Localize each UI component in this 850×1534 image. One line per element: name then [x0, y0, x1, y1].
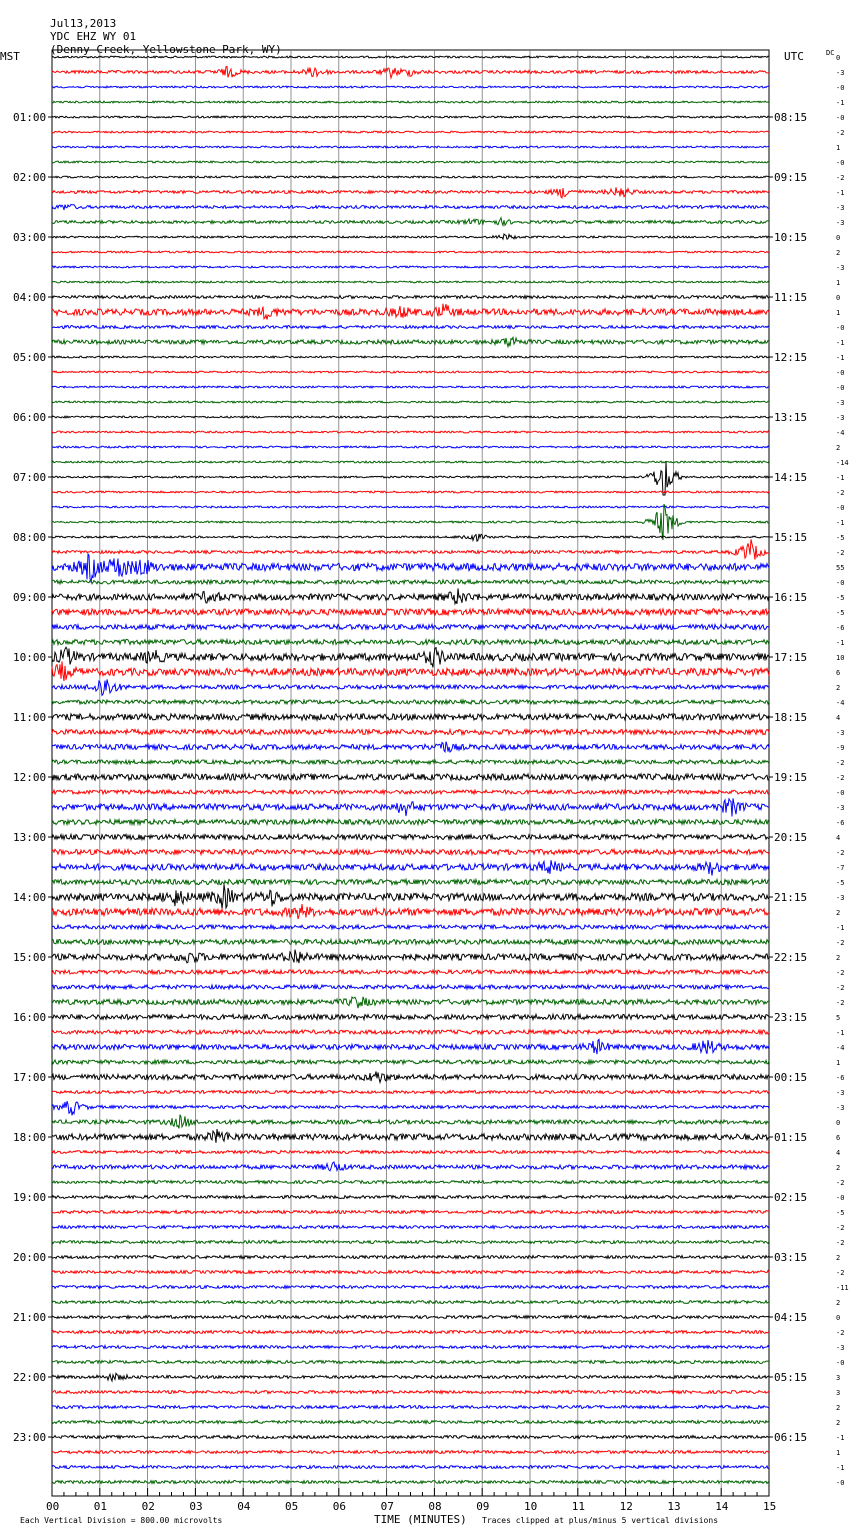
dc-offset-label: -2 — [836, 999, 845, 1007]
trace-row-33 — [52, 539, 769, 559]
dc-offset-label: -5 — [836, 609, 845, 617]
trace-row-38 — [52, 624, 769, 629]
mst-hour-label: 17:00 — [13, 1071, 47, 1084]
dc-offset-label: 10 — [836, 654, 845, 662]
trace-row-25 — [52, 431, 769, 433]
dc-offset-label: -4 — [836, 1044, 845, 1052]
trace-row-52 — [52, 834, 769, 839]
mst-hour-label: 05:00 — [13, 351, 47, 364]
mst-hour-label: 16:00 — [13, 1011, 47, 1024]
dc-offset-label: -2 — [836, 1239, 845, 1247]
utc-hour-label: 11:15 — [774, 291, 808, 304]
trace-row-67 — [52, 1060, 769, 1064]
dc-offset-label: -2 — [836, 1179, 845, 1187]
dc-offset-label: -2 — [836, 759, 845, 767]
trace-row-83 — [52, 1301, 769, 1304]
x-tick-label: 06 — [332, 1500, 347, 1513]
dc-offset-label: -5 — [836, 594, 845, 602]
trace-row-20 — [52, 356, 769, 358]
trace-row-1 — [52, 67, 769, 78]
utc-hour-label: 18:15 — [774, 711, 808, 724]
dc-offset-label: -3 — [836, 264, 845, 272]
trace-row-19 — [52, 337, 769, 346]
trace-row-22 — [52, 386, 769, 388]
dc-offset-label: -11 — [836, 1284, 849, 1292]
x-tick-label: 13 — [667, 1500, 681, 1513]
dc-offset-label: -9 — [836, 744, 845, 752]
dc-offset-label: -6 — [836, 624, 845, 632]
trace-row-12 — [52, 234, 769, 239]
trace-row-78 — [52, 1226, 769, 1229]
dc-offset-label: 2 — [836, 1404, 841, 1412]
trace-row-23 — [52, 401, 769, 403]
trace-row-2 — [52, 86, 769, 88]
dc-offset-label: -2 — [836, 489, 845, 497]
trace-row-75 — [52, 1181, 769, 1184]
dc-offset-label: -3 — [836, 894, 845, 902]
trace-row-76 — [52, 1196, 769, 1199]
axes — [13, 54, 849, 1513]
trace-row-62 — [52, 985, 769, 989]
utc-hour-label: 12:15 — [774, 351, 808, 364]
trace-row-11 — [52, 218, 769, 226]
trace-row-18 — [52, 326, 769, 329]
mst-hour-label: 18:00 — [13, 1131, 47, 1144]
trace-row-15 — [52, 281, 769, 283]
dc-offset-label: -3 — [836, 414, 845, 422]
utc-hour-label: 20:15 — [774, 831, 808, 844]
trace-row-69 — [52, 1091, 769, 1094]
station-location: (Denny Creek, Yellowstone Park, WY) — [50, 43, 282, 56]
trace-row-74 — [52, 1162, 769, 1171]
dc-offset-label: -0 — [836, 384, 845, 392]
trace-row-61 — [52, 970, 769, 974]
trace-row-95 — [52, 1481, 769, 1484]
mst-hour-label: 19:00 — [13, 1191, 47, 1204]
utc-hour-label: 21:15 — [774, 891, 808, 904]
dc-offset-label: -0 — [836, 1359, 845, 1367]
trace-row-37 — [52, 609, 769, 615]
trace-row-73 — [52, 1151, 769, 1154]
dc-offset-label: -1 — [836, 99, 845, 107]
dc-offset-label: 2 — [836, 1164, 841, 1172]
trace-row-70 — [52, 1101, 769, 1115]
dc-offset-label: -0 — [836, 789, 845, 797]
trace-row-48 — [52, 774, 769, 780]
trace-row-84 — [52, 1316, 769, 1319]
trace-row-32 — [52, 534, 769, 541]
trace-row-6 — [52, 146, 769, 148]
trace-row-93 — [52, 1451, 769, 1454]
dc-offset-label: -0 — [836, 1194, 845, 1202]
x-tick-label: 10 — [524, 1500, 538, 1513]
dc-offset-label: -6 — [836, 819, 845, 827]
trace-row-24 — [52, 416, 769, 418]
trace-row-13 — [52, 251, 769, 253]
dc-offset-label: -1 — [836, 519, 845, 527]
x-axis-title: TIME (MINUTES) — [374, 1513, 467, 1526]
trace-row-56 — [52, 885, 769, 909]
dc-offset-label: 2 — [836, 954, 841, 962]
trace-row-53 — [52, 849, 769, 854]
trace-row-16 — [52, 296, 769, 299]
mst-hour-label: 13:00 — [13, 831, 47, 844]
trace-row-79 — [52, 1241, 769, 1244]
x-tick-label: 01 — [93, 1500, 108, 1513]
dc-offset-label: -3 — [836, 219, 845, 227]
dc-offset-label: -2 — [836, 1224, 845, 1232]
trace-row-43 — [52, 700, 769, 704]
trace-row-21 — [52, 371, 769, 373]
dc-offset-label: 2 — [836, 1254, 841, 1262]
trace-row-0 — [52, 56, 769, 58]
mst-hour-label: 11:00 — [13, 711, 47, 724]
dc-offset-label: 4 — [836, 714, 841, 722]
utc-hour-label: 05:15 — [774, 1371, 808, 1384]
utc-hour-label: 09:15 — [774, 171, 808, 184]
trace-row-72 — [52, 1129, 769, 1143]
dc-offset-label: -6 — [836, 1074, 845, 1082]
trace-row-45 — [52, 729, 769, 734]
utc-hour-label: 14:15 — [774, 471, 808, 484]
mst-hour-label: 12:00 — [13, 771, 47, 784]
seismic-traces — [52, 56, 769, 1483]
dc-offset-label: 1 — [836, 144, 841, 152]
mst-hour-label: 07:00 — [13, 471, 47, 484]
dc-offset-label: 2 — [836, 1299, 841, 1307]
scale-note: Each Vertical Division = 800.00 microvolts — [20, 1516, 223, 1525]
trace-row-80 — [52, 1256, 769, 1259]
trace-row-94 — [52, 1466, 769, 1469]
dc-offset-label: -4 — [836, 429, 845, 437]
utc-hour-label: 10:15 — [774, 231, 808, 244]
trace-row-3 — [52, 101, 769, 103]
trace-row-28 — [52, 462, 769, 496]
utc-hour-label: 15:15 — [774, 531, 808, 544]
trace-row-46 — [52, 742, 769, 752]
dc-offset-label: -0 — [836, 1479, 845, 1487]
trace-row-47 — [52, 760, 769, 764]
trace-row-7 — [52, 161, 769, 163]
utc-hour-label: 17:15 — [774, 651, 808, 664]
mst-hour-label: 21:00 — [13, 1311, 47, 1324]
chart-date: Jul13,2013 — [50, 17, 117, 30]
dc-offset-label: -3 — [836, 804, 845, 812]
trace-row-40 — [52, 647, 769, 667]
trace-row-10 — [52, 204, 769, 210]
mst-hour-label: 10:00 — [13, 651, 47, 664]
dc-offset-label: -5 — [836, 534, 845, 542]
trace-row-36 — [52, 588, 769, 603]
trace-row-35 — [52, 580, 769, 584]
trace-row-68 — [52, 1072, 769, 1083]
trace-row-41 — [52, 661, 769, 681]
dc-label: DC — [826, 49, 835, 57]
dc-offset-label: 3 — [836, 1389, 841, 1397]
dc-offset-label: -0 — [836, 369, 845, 377]
dc-offset-label: 1 — [836, 1059, 841, 1067]
trace-row-31 — [52, 504, 769, 540]
dc-offset-label: 5 — [836, 1014, 841, 1022]
trace-row-86 — [52, 1346, 769, 1349]
dc-offset-label: 4 — [836, 1149, 841, 1157]
trace-row-14 — [52, 266, 769, 268]
dc-offset-label: -0 — [836, 504, 845, 512]
dc-offset-label: -1 — [836, 189, 845, 197]
station-code: YDC EHZ WY 01 — [50, 30, 137, 43]
trace-row-65 — [52, 1030, 769, 1034]
trace-row-59 — [52, 939, 769, 944]
clip-note: Traces clipped at plus/minus 5 vertical divisions — [482, 1516, 719, 1525]
dc-offset-label: -2 — [836, 549, 845, 557]
trace-row-5 — [52, 131, 769, 133]
dc-offset-label: -3 — [836, 1104, 845, 1112]
dc-offset-label: 0 — [836, 294, 841, 302]
x-tick-label: 04 — [237, 1500, 251, 1513]
dc-offset-label: -1 — [836, 1464, 845, 1472]
dc-offset-label: -3 — [836, 1344, 845, 1352]
mst-hour-label: 14:00 — [13, 891, 47, 904]
dc-offset-label: 6 — [836, 669, 841, 677]
trace-row-17 — [52, 304, 769, 320]
mst-axis-label: MST — [0, 50, 20, 63]
trace-row-63 — [52, 997, 769, 1008]
utc-hour-label: 01:15 — [774, 1131, 808, 1144]
trace-row-82 — [52, 1286, 769, 1289]
dc-offset-label: 2 — [836, 684, 841, 692]
x-tick-label: 14 — [715, 1500, 729, 1513]
trace-row-42 — [52, 679, 769, 695]
utc-hour-label: 16:15 — [774, 591, 808, 604]
utc-hour-label: 04:15 — [774, 1311, 808, 1324]
mst-hour-label: 20:00 — [13, 1251, 47, 1264]
dc-offset-label: 0 — [836, 54, 841, 62]
trace-row-9 — [52, 187, 769, 198]
dc-offset-label: 2 — [836, 1419, 841, 1427]
trace-row-89 — [52, 1391, 769, 1394]
dc-offset-label: -2 — [836, 174, 845, 182]
utc-hour-label: 19:15 — [774, 771, 808, 784]
x-tick-label: 09 — [476, 1500, 490, 1513]
dc-offset-label: -1 — [836, 924, 845, 932]
trace-row-92 — [52, 1436, 769, 1439]
dc-offset-label: -3 — [836, 729, 845, 737]
mst-hour-label: 15:00 — [13, 951, 47, 964]
dc-offset-label: 2 — [836, 909, 841, 917]
x-tick-label: 00 — [46, 1500, 60, 1513]
dc-offset-label: -0 — [836, 579, 845, 587]
utc-axis-label: UTC — [784, 50, 804, 63]
dc-offset-label: -2 — [836, 849, 845, 857]
dc-offset-label: -3 — [836, 1089, 845, 1097]
dc-offset-label: 3 — [836, 1374, 841, 1382]
dc-offset-label: -3 — [836, 204, 845, 212]
utc-hour-label: 22:15 — [774, 951, 808, 964]
mst-hour-label: 23:00 — [13, 1431, 47, 1444]
trace-row-29 — [52, 491, 769, 493]
dc-offset-label: -2 — [836, 774, 845, 782]
dc-offset-label: -4 — [836, 699, 845, 707]
mst-hour-label: 08:00 — [13, 531, 47, 544]
trace-row-54 — [52, 860, 769, 875]
dc-offset-label: 4 — [836, 834, 841, 842]
trace-row-55 — [52, 879, 769, 884]
dc-offset-label: -2 — [836, 129, 845, 137]
mst-hour-label: 01:00 — [13, 111, 47, 124]
dc-offset-label: -2 — [836, 939, 845, 947]
dc-offset-label: -3 — [836, 399, 845, 407]
trace-row-71 — [52, 1115, 769, 1129]
dc-offset-label: 0 — [836, 1119, 841, 1127]
dc-offset-label: 0 — [836, 1314, 841, 1322]
dc-offset-label: 1 — [836, 279, 841, 287]
utc-hour-label: 00:15 — [774, 1071, 808, 1084]
dc-offset-label: -0 — [836, 114, 845, 122]
mst-hour-label: 06:00 — [13, 411, 47, 424]
trace-row-27 — [52, 461, 769, 463]
utc-hour-label: 03:15 — [774, 1251, 808, 1264]
trace-row-4 — [52, 116, 769, 118]
dc-offset-label: -7 — [836, 864, 845, 872]
utc-hour-label: 23:15 — [774, 1011, 808, 1024]
dc-offset-label: -2 — [836, 1329, 845, 1337]
mst-hour-label: 02:00 — [13, 171, 47, 184]
dc-offset-label: -1 — [836, 339, 845, 347]
trace-row-81 — [52, 1271, 769, 1274]
dc-offset-label: 0 — [836, 234, 841, 242]
utc-hour-label: 06:15 — [774, 1431, 808, 1444]
trace-row-49 — [52, 790, 769, 794]
mst-hour-label: 22:00 — [13, 1371, 47, 1384]
utc-hour-label: 13:15 — [774, 411, 808, 424]
utc-hour-label: 02:15 — [774, 1191, 808, 1204]
dc-offset-label: -1 — [836, 639, 845, 647]
x-tick-label: 05 — [285, 1500, 299, 1513]
trace-row-90 — [52, 1406, 769, 1409]
utc-hour-label: 08:15 — [774, 111, 808, 124]
dc-offset-label: -1 — [836, 1434, 845, 1442]
dc-offset-label: 2 — [836, 444, 841, 452]
trace-row-30 — [52, 506, 769, 508]
trace-row-50 — [52, 798, 769, 816]
dc-offset-label: -2 — [836, 1269, 845, 1277]
dc-offset-label: -5 — [836, 879, 845, 887]
trace-row-51 — [52, 819, 769, 824]
dc-offset-label: 1 — [836, 1449, 841, 1457]
x-tick-label: 02 — [141, 1500, 155, 1513]
trace-row-87 — [52, 1361, 769, 1364]
x-tick-label: 15 — [763, 1500, 777, 1513]
dc-offset-label: -14 — [836, 459, 849, 467]
dc-offset-label: -2 — [836, 984, 845, 992]
dc-offset-label: -0 — [836, 324, 845, 332]
mst-hour-label: 09:00 — [13, 591, 47, 604]
dc-offset-label: -0 — [836, 84, 845, 92]
trace-row-88 — [52, 1373, 769, 1381]
mst-hour-label: 04:00 — [13, 291, 47, 304]
dc-offset-label: -3 — [836, 69, 845, 77]
trace-row-60 — [52, 950, 769, 964]
trace-row-34 — [52, 554, 769, 583]
dc-offset-label: -1 — [836, 354, 845, 362]
dc-offset-label: -1 — [836, 1029, 845, 1037]
trace-row-64 — [52, 1014, 769, 1019]
dc-offset-label: -2 — [836, 969, 845, 977]
dc-offset-label: 55 — [836, 564, 845, 572]
x-tick-label: 07 — [380, 1500, 394, 1513]
dc-offset-label: 2 — [836, 249, 841, 257]
dc-offset-label: -1 — [836, 474, 845, 482]
x-tick-label: 11 — [571, 1500, 586, 1513]
dc-offset-label: 6 — [836, 1134, 841, 1142]
dc-offset-label: -0 — [836, 159, 845, 167]
x-tick-label: 08 — [428, 1500, 442, 1513]
trace-row-26 — [52, 446, 769, 448]
dc-offset-label: 1 — [836, 309, 841, 317]
trace-row-66 — [52, 1039, 769, 1054]
trace-row-44 — [52, 714, 769, 720]
trace-row-85 — [52, 1331, 769, 1334]
x-tick-label: 03 — [189, 1500, 203, 1513]
trace-row-91 — [52, 1421, 769, 1424]
dc-offset-label: -5 — [836, 1209, 845, 1217]
trace-row-58 — [52, 925, 769, 929]
trace-row-77 — [52, 1211, 769, 1214]
trace-row-8 — [52, 176, 769, 178]
x-tick-label: 12 — [619, 1500, 633, 1513]
trace-row-39 — [52, 639, 769, 644]
trace-row-57 — [52, 904, 769, 919]
mst-hour-label: 03:00 — [13, 231, 47, 244]
